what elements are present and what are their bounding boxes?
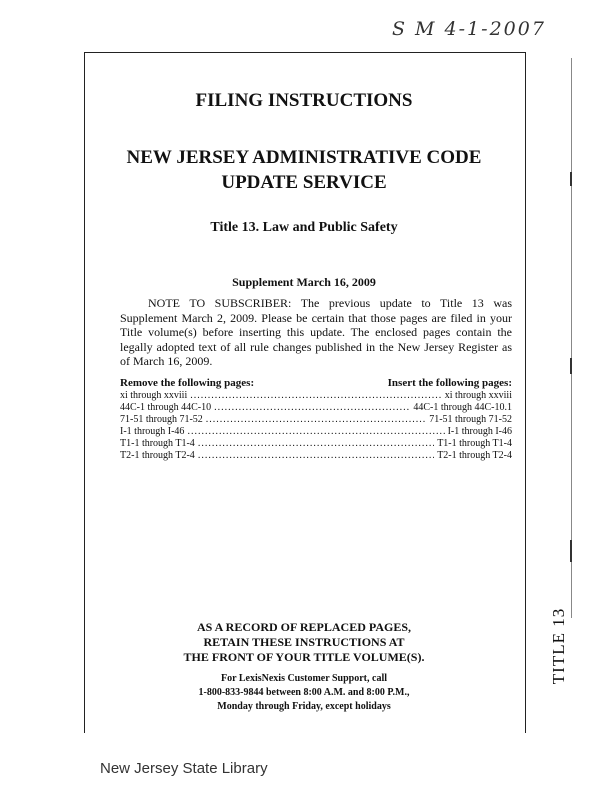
table-row <box>120 390 512 402</box>
page-edge-mark <box>570 172 572 186</box>
page-edge-mark <box>570 358 572 374</box>
remove-header: Remove the following pages: <box>120 377 255 389</box>
leader-dots <box>198 450 434 462</box>
table-row <box>120 438 512 450</box>
leader-dots <box>198 438 434 450</box>
page-title: FILING INSTRUCTIONS <box>195 90 413 111</box>
remove-pages: 71-51 through 71-52 <box>120 414 203 425</box>
table-row <box>120 414 512 426</box>
leader-dots <box>187 426 444 438</box>
leader-dots <box>190 390 442 402</box>
page-replacement-table <box>120 377 512 462</box>
insert-pages: 71-51 through 71-52 <box>429 414 512 425</box>
supplement-date: Supplement March 16, 2009 <box>232 275 376 289</box>
insert-pages: 44C-1 through 44C-10.1 <box>413 402 512 413</box>
record-line1: AS A RECORD OF REPLACED PAGES, <box>196 620 412 634</box>
insert-pages: xi through xxviii <box>444 390 512 401</box>
support-line2: 1-800-833-9844 between 8:00 A.M. and 8:00 P.M., <box>198 687 410 698</box>
code-heading-line2: UPDATE SERVICE <box>221 172 387 193</box>
table-header <box>120 377 512 389</box>
title-tab <box>548 608 570 684</box>
support-line3: Monday through Friday, except holidays <box>217 701 391 712</box>
insert-pages: T1-1 through T1-4 <box>437 438 512 449</box>
library-stamp: New Jersey State Library <box>100 760 268 777</box>
remove-pages: T1-1 through T1-4 <box>120 438 195 449</box>
support-line1: For LexisNexis Customer Support, call <box>220 673 387 684</box>
code-heading-line1: NEW JERSEY ADMINISTRATIVE CODE <box>126 147 482 168</box>
remove-pages: I-1 through I-46 <box>120 426 185 437</box>
page-edge-mark <box>570 540 572 562</box>
subscriber-note: NOTE TO SUBSCRIBER: The previous update to Title 13 was Supplement March 2, 2009. Please be certain that those pages are filed in your Title volume(s) before inserting this update. The enclosed pages contain the legally adopted text of all rule changes published in the New Jersey Register as of March 16, 2009. <box>120 296 512 369</box>
leader-dots <box>214 402 410 414</box>
record-line2: RETAIN THESE INSTRUCTIONS AT <box>203 635 405 649</box>
insert-pages: I-1 through I-46 <box>447 426 512 437</box>
table-row <box>120 402 512 414</box>
handwritten-note: S M 4-1-2007 <box>392 18 546 40</box>
remove-pages: 44C-1 through 44C-10 <box>120 402 212 413</box>
table-row <box>120 450 512 462</box>
leader-dots <box>206 414 426 426</box>
remove-pages: xi through xxviii <box>120 390 188 401</box>
remove-pages: T2-1 through T2-4 <box>120 450 195 461</box>
insert-header: Insert the following pages: <box>387 377 512 389</box>
page-edge-line <box>571 58 572 618</box>
record-line3: THE FRONT OF YOUR TITLE VOLUME(S). <box>183 650 425 664</box>
customer-support <box>84 672 524 714</box>
record-instructions <box>84 620 524 665</box>
title-tab-label: TITLE 13 <box>549 607 569 685</box>
code-heading <box>84 145 524 195</box>
title-name: Title 13. Law and Public Safety <box>210 220 398 235</box>
insert-pages: T2-1 through T2-4 <box>437 450 512 461</box>
table-row <box>120 426 512 438</box>
